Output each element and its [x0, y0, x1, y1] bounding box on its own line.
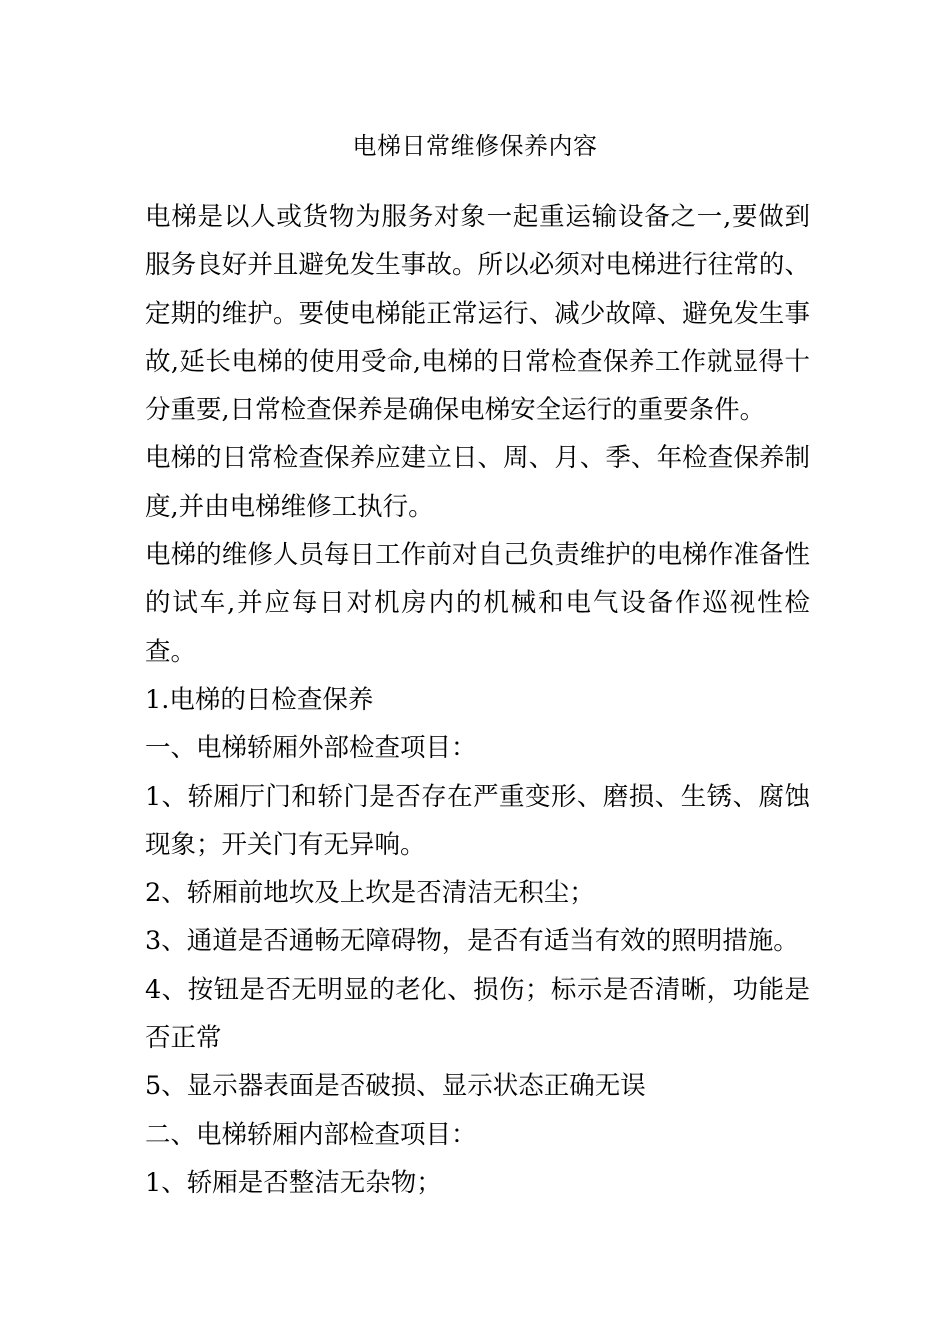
intro-paragraph: 电梯是以人或货物为服务对象一起重运输设备之一,要做到服务良好并且避免发生事故。所以必须对电梯进行往常的、定期的维护。要使电梯能正常运行、减少故障、避免发生事故,延长电梯的使用受命,电梯的日常检查保养工作就显得十分重要,日常检查保养是确保电梯安全运行的重要条件。 [145, 202, 810, 426]
list-item: 3、通道是否通畅无障碍物，是否有适当有效的照明措施。 [145, 926, 799, 957]
daily-check-paragraph: 电梯的维修人员每日工作前对自己负责维护的电梯作准备性的试车,并应每日对机房内的机械和电气设备作巡视性检查。 [145, 540, 810, 667]
maintenance-system-paragraph: 电梯的日常检查保养应建立日、周、月、季、年检查保养制度,并由电梯维修工执行。 [145, 443, 810, 522]
list-item: 4、按钮是否无明显的老化、损伤；标示是否清晰，功能是否正常 [145, 974, 810, 1054]
document-title: 电梯日常维修保养内容 [352, 132, 598, 160]
list-item: 1、轿厢厅门和轿门是否存在严重变形、磨损、生锈、腐蚀现象；开关门有无异响。 [145, 781, 810, 860]
subsection-heading-interior: 二、电梯轿厢内部检查项目： [145, 1119, 477, 1150]
list-item: 2、轿厢前地坎及上坎是否清洁无积尘； [145, 878, 595, 909]
list-item: 5、显示器表面是否破损、显示状态正确无误 [145, 1071, 646, 1102]
subsection-heading-exterior: 一、电梯轿厢外部检查项目： [145, 733, 477, 764]
list-item: 1、轿厢是否整洁无杂物； [145, 1167, 442, 1198]
document-body [145, 193, 810, 1207]
section-heading-daily: 1.电梯的日检查保养 [145, 684, 374, 715]
